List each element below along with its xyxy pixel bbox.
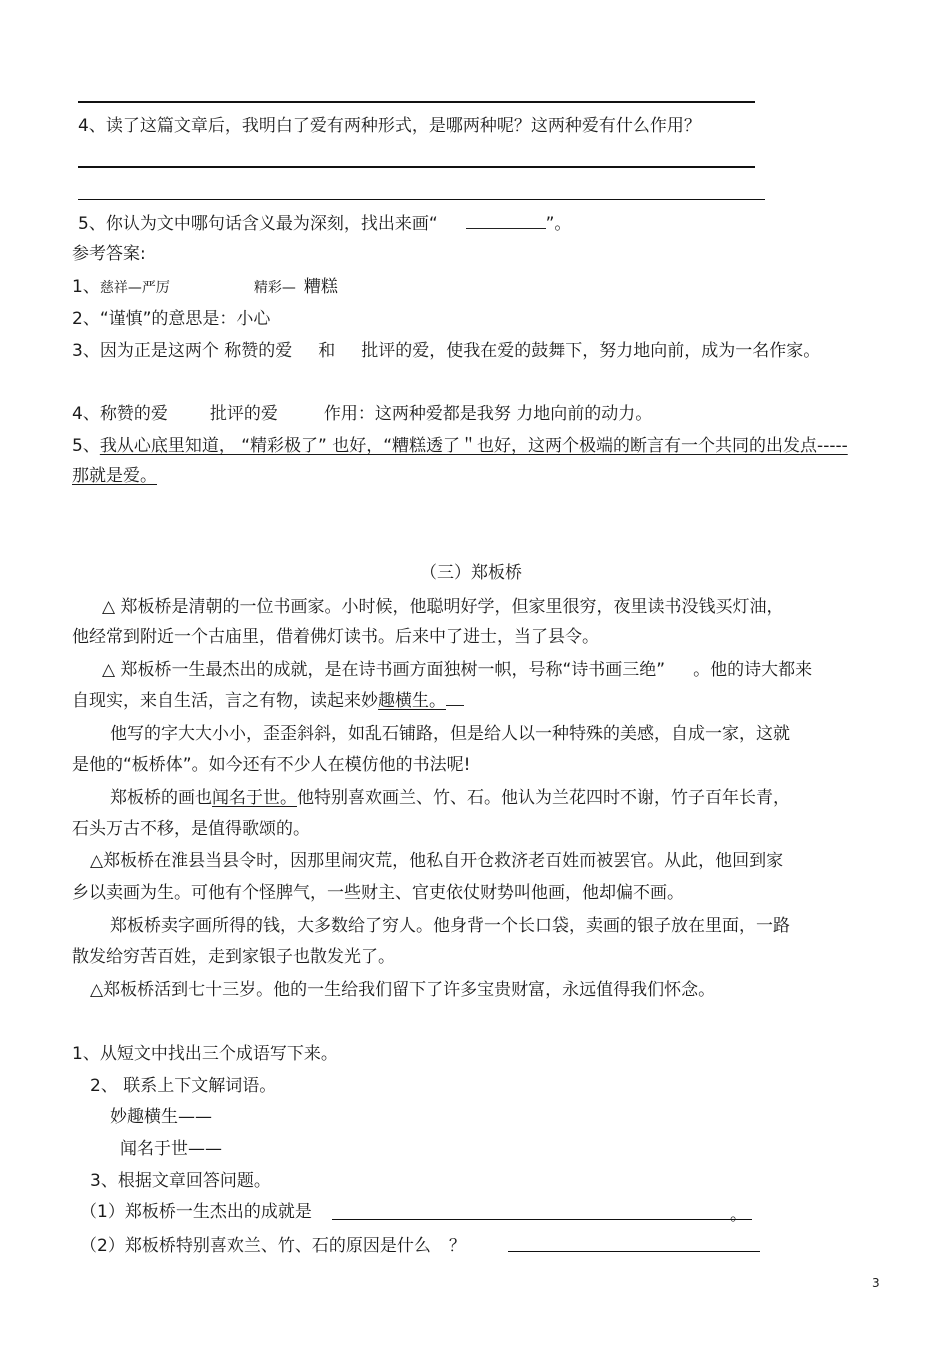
answer-1-pair3: 糟糕 [303,277,338,297]
exercise-3-2-question-mark: ？ [448,1236,466,1256]
paragraph-2-line-2-text: 自现实，来自生活，言之有物，读起来妙 [72,691,378,711]
answer-3 [72,340,820,362]
paragraph-5-line-2: 乡以卖画为生。可他有个怪脾气，一些财主、官吏依仗财势叫他画，他却偏不画。 [72,883,684,903]
paragraph-7: △郑板桥活到七十三岁。他的一生给我们留下了许多宝贵财富，永远值得我们怀念。 [90,980,716,1000]
paragraph-6-line-1: 郑板桥卖字画所得的钱，大多数给了穷人。他身背一个长口袋，卖画的银子放在里面，一路 [110,916,790,936]
answer-5-line2: 那就是爱。 [72,466,157,486]
answer-line [332,1219,752,1220]
paragraph-5-line-1: △郑板桥在淮县当县令时，因那里闹灾荒，他私自开仓救济老百姓而被罢官。从此，他回到家 [90,851,784,871]
paragraph-4-line-2: 石头万古不移，是值得歌颂的。 [72,819,310,839]
answer-4-part-a: 4、称赞的爱 [72,404,168,424]
exercise-3-2 [80,1235,466,1257]
exercise-3-1: （1）郑板桥一生杰出的成就是 [80,1202,312,1222]
question-4: 4、读了这篇文章后，我明白了爱有两种形式，是哪两种呢？这两种爱有什么作用？ [78,116,701,136]
exercise-2-word-1: 妙趣横生—— [110,1107,212,1127]
answers-heading: 参考答案: [72,244,146,264]
paragraph-6-line-2: 散发给穷苦百姓，走到家银子也散发光了。 [72,947,395,967]
answer-3-part-a: 3、因为正是这两个 称赞的爱 [72,341,293,361]
answer-5-line1: 我从心底里知道， “精彩极了” 也好，“糟糕透了＂也好，这两个极端的断言有一个共同的出发点----- [99,436,848,456]
answer-1 [72,276,338,299]
answer-line [508,1251,760,1252]
paragraph-4-part-a: 郑板桥的画也 [110,788,212,808]
answer-line [78,101,755,103]
question-5 [78,212,571,235]
underline-blank [466,212,546,229]
exercise-3-2-text: （2）郑板桥特别喜欢兰、竹、石的原因是什么 [80,1236,431,1256]
paragraph-4-part-c: 他特别喜欢画兰、竹、石。他认为兰花四时不谢，竹子百年长青， [297,788,790,808]
answer-1-num: 1、 [72,277,100,297]
answer-5-num: 5、 [72,436,100,456]
paragraph-2-part-b: 。他的诗大都来 [693,660,813,680]
answer-3-part-b: 和 [318,341,336,361]
exercise-3: 3、根据文章回答问题。 [90,1171,271,1191]
answer-1-pair1: 慈祥—严厉 [99,280,170,296]
paragraph-2-line-2 [72,690,464,712]
phrase-miaoquhengsheng: 趣横生。 [378,691,446,711]
exercise-3-1-end: 。 [730,1205,747,1225]
answer-1-pair2: 精彩— [253,280,296,296]
paragraph-4-line-1 [110,787,790,809]
exercise-2: 2、 联系上下文解词语。 [90,1076,277,1096]
phrase-wenmingyushi: 闻名于世。 [212,788,297,808]
paragraph-3-line-1: 他写的字大大小小，歪歪斜斜，如乱石铺路，但是给人以一种特殊的美感，自成一家，这就 [110,724,790,744]
answer-4-part-c: 作用：这两种爱都是我努 力地向前的动力。 [323,404,653,424]
answer-line [78,166,755,168]
answer-5 [72,435,848,457]
question-5-end: ”。 [545,214,572,234]
paragraph-2-part-a: △ 郑板桥一生最杰出的成就，是在诗书画方面独树一帜，号称“诗书画三绝” [102,660,666,680]
page-number: 3 [872,1276,880,1290]
question-5-text: 5、你认为文中哪句话含义最为深刻，找出来画“ [78,214,438,234]
paragraph-3-line-2: 是他的“板桥体”。如今还有不少人在模仿他的书法呢! [72,755,471,775]
answer-3-part-c: 批评的爱，使我在爱的鼓舞下，努力地向前，成为一名作家。 [361,341,821,361]
answer-4-part-b: 批评的爱 [209,404,278,424]
answer-4 [72,403,652,425]
answer-2: 2、“谨慎”的意思是：小心 [72,309,271,329]
answer-line [78,199,765,200]
paragraph-1-line-2: 他经常到附近一个古庙里，借着佛灯读书。后来中了进士，当了县令。 [72,627,599,647]
exercise-1: 1、从短文中找出三个成语写下来。 [72,1044,338,1064]
paragraph-1-line-1: △ 郑板桥是清朝的一位书画家。小时候，他聪明好学，但家里很穷，夜里读书没钱买灯油， [102,597,784,617]
exercise-2-word-2: 闻名于世—— [120,1139,222,1159]
section-title: （三）郑板桥 [420,563,522,583]
underline-blank [446,705,464,706]
paragraph-2-line-1 [102,659,812,681]
